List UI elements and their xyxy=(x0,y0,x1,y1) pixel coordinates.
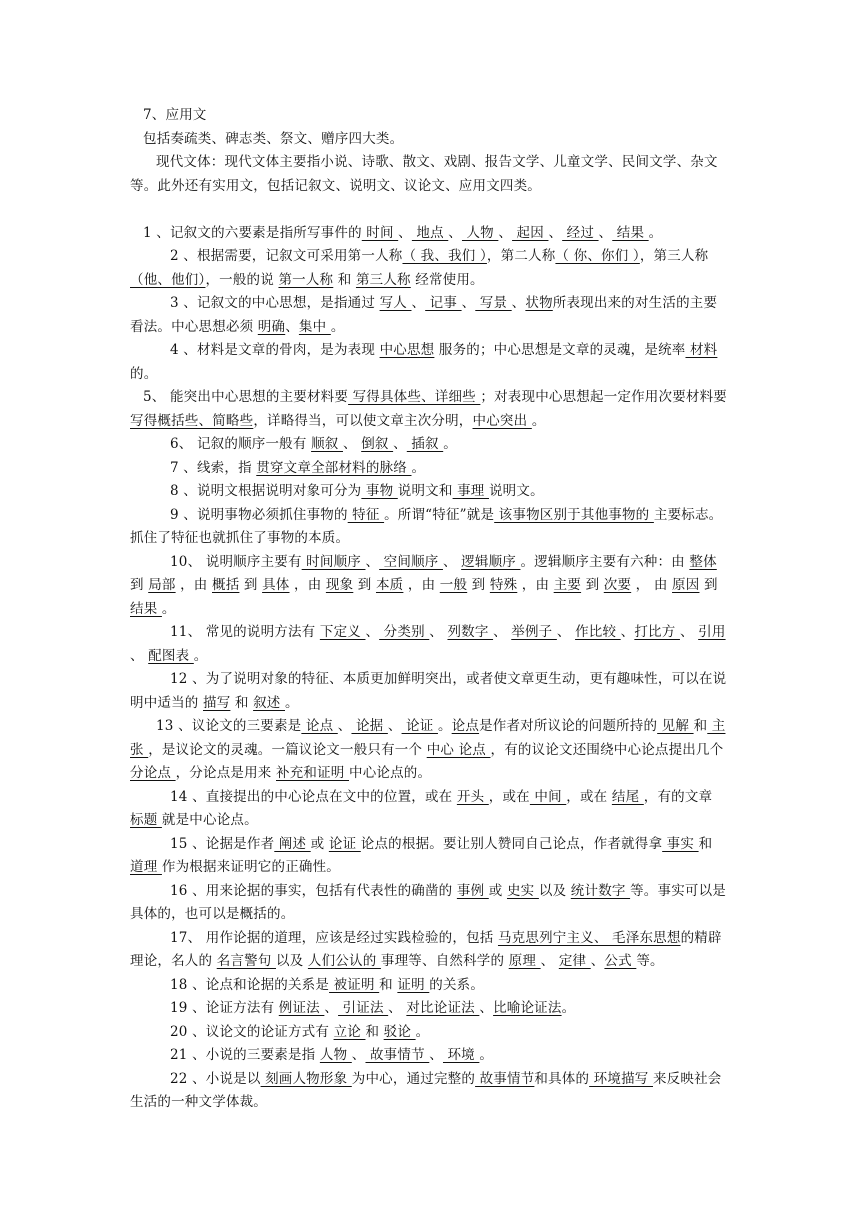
answer-blank: 写景 xyxy=(475,295,512,311)
text-segment: 。 xyxy=(285,694,299,711)
document-body xyxy=(130,104,728,1115)
text-segment: 、 xyxy=(342,436,362,452)
text-segment: 到 xyxy=(699,577,718,593)
answer-blank: 集中 xyxy=(298,318,331,335)
answer-blank: 打比方 xyxy=(634,624,680,640)
text-segment: 、 xyxy=(388,1000,407,1016)
answer-blank: 驳论 xyxy=(383,1023,416,1040)
answer-blank: （ 我、我们 ） xyxy=(402,248,487,264)
list-item xyxy=(130,433,728,457)
text-segment: 、 xyxy=(442,553,462,570)
answer-blank: 原因 xyxy=(672,577,700,593)
answer-blank: 公式 xyxy=(604,953,637,969)
text-segment: 到 xyxy=(467,577,490,593)
text-segment: 、 xyxy=(398,224,412,241)
text-segment: 、 xyxy=(540,953,559,969)
list-item xyxy=(130,927,728,974)
answer-blank: 配图表 xyxy=(148,647,194,664)
text-segment: ，一般的说 xyxy=(205,271,279,288)
text-segment: 、 xyxy=(429,1047,443,1063)
text-segment: ，有的文章 xyxy=(643,788,713,805)
answer-blank: 例证法 xyxy=(278,1000,325,1016)
answer-blank: 见解 xyxy=(657,718,694,734)
text-segment: ， 由 xyxy=(631,577,673,593)
answer-blank: 论点 xyxy=(451,718,480,734)
text-segment: ，由 xyxy=(517,577,554,593)
list-item xyxy=(130,1044,728,1068)
answer-blank: 事物 xyxy=(361,483,398,499)
answer-blank: 论证 xyxy=(328,835,361,852)
intro-paragraph: 现代文体：现代文体主要指小说、诗歌、散文、戏剧、报告文学、儿童文学、民间文学、杂文等。此外还有实用文，包括记叙文、说明文、议论文、应用文四类。 xyxy=(130,154,718,194)
answer-blank: 引用 xyxy=(698,624,726,640)
answer-blank: 中心 论点 xyxy=(426,741,491,758)
text-segment: 论点的根据。要让别人赞同自己论点，作者就得拿 xyxy=(360,835,663,852)
text-segment: 1 、记叙文的六要素是指所写事件的 xyxy=(143,224,362,241)
text-segment: 。 xyxy=(415,1023,430,1040)
answer-blank: 中间 xyxy=(529,788,567,805)
answer-blank: 人们公认的 xyxy=(307,953,381,969)
text-segment: 主要标志。抓住了特征也就抓住了事物的本质。 xyxy=(130,506,723,546)
text-segment: 、 xyxy=(429,624,448,640)
text-segment: 15 、论据是作者 xyxy=(170,835,275,852)
answer-blank: 概括 xyxy=(212,577,240,593)
list-item xyxy=(130,480,728,504)
list-item xyxy=(130,1021,728,1045)
list-item xyxy=(130,715,728,786)
text-segment: 、 xyxy=(548,224,563,241)
answer-blank: 写得概括些、简略些 xyxy=(130,412,254,429)
answer-blank: 主要 xyxy=(553,577,582,593)
list-item xyxy=(130,551,728,622)
answer-blank: 贯穿文章全部材料的脉络 xyxy=(256,459,412,476)
text-segment: 19 、论证方法有 xyxy=(170,1000,279,1016)
answer-blank: 整体 xyxy=(689,553,717,570)
text-segment: 的关系。 xyxy=(429,976,485,993)
text-segment: 到 xyxy=(239,577,263,593)
text-segment: 到 xyxy=(130,577,149,593)
answer-blank: 地点 xyxy=(411,224,449,241)
text-segment: 为中心，通过完整的 xyxy=(351,1070,476,1087)
text-segment: 、 xyxy=(679,624,699,640)
list-item xyxy=(130,833,728,880)
answer-blank: 空间顺序 xyxy=(379,553,443,570)
text-segment: 、 xyxy=(387,718,402,734)
text-segment: ，或在 xyxy=(566,788,612,805)
answer-blank: 阐述 xyxy=(274,835,311,852)
text-segment: 。 xyxy=(330,318,345,335)
list-item xyxy=(130,668,728,715)
answer-blank: 统计数字 xyxy=(570,882,631,899)
answer-blank: 故事情节 xyxy=(475,1070,535,1087)
answer-blank: 人物 xyxy=(319,1047,352,1063)
answer-blank: 故事情节 xyxy=(365,1047,430,1063)
text-segment: 所表现出来的对生活的主要看法。中心思想必须 xyxy=(130,295,718,335)
answer-blank: 写人 xyxy=(379,295,412,311)
answer-blank: 马克思列宁主义、 毛泽东思想 xyxy=(497,929,681,946)
answer-blank: 引证法 xyxy=(338,1000,389,1016)
answer-blank: 结果 xyxy=(130,600,162,617)
text-segment: 。逻辑顺序主要有六种：由 xyxy=(520,553,690,570)
text-segment: 、 xyxy=(598,224,613,241)
text-segment: 。 xyxy=(193,647,208,664)
text-segment: 8 、说明文根据说明对象可分为 xyxy=(170,483,362,499)
answer-blank: 史实 xyxy=(506,882,539,899)
text-segment: 和 xyxy=(333,271,356,288)
text-segment: 。 xyxy=(443,436,457,452)
text-segment: 、 xyxy=(556,624,576,640)
answer-blank: 明确 xyxy=(257,318,286,335)
text-segment: 、 xyxy=(130,647,149,664)
answer-blank: 逻辑顺序 xyxy=(461,553,521,570)
list-item xyxy=(130,974,728,998)
answer-blank: 事理 xyxy=(452,483,489,499)
text-segment: 20 、议论文的论证方式有 xyxy=(170,1023,334,1040)
answer-blank: 描写 xyxy=(203,694,231,711)
answer-blank: 状物 xyxy=(525,295,553,311)
text-segment: 5、 能突出中心思想的主要材料要 xyxy=(143,389,349,405)
list-item xyxy=(130,1068,728,1115)
text-segment: 和 xyxy=(698,835,713,852)
text-segment: 服务的；中心思想是文章的灵魂，是统率 xyxy=(434,342,686,358)
answer-blank: 局部 xyxy=(148,577,176,593)
text-segment: 的。 xyxy=(130,365,158,382)
text-segment: ，是议论文的灵魂。一篇议论文一般只有一个 xyxy=(148,741,427,758)
answer-blank: 结果 xyxy=(612,224,649,241)
text-segment: 。 xyxy=(561,1000,576,1016)
text-segment: 、 xyxy=(411,295,426,311)
text-segment: ，由 xyxy=(289,577,326,593)
text-segment: 就是中心论点。 xyxy=(161,812,258,828)
answer-blank: 时间 xyxy=(361,224,399,241)
answer-blank: 原理 xyxy=(508,953,541,969)
answer-blank: 经过 xyxy=(562,224,599,241)
answer-blank: 一般 xyxy=(439,577,468,593)
text-segment: 。 xyxy=(411,459,426,476)
answer-blank: 被证明 xyxy=(329,976,380,993)
text-segment: 、 xyxy=(511,295,526,311)
list-item xyxy=(130,386,728,433)
answer-blank: 中心思想 xyxy=(379,342,435,358)
text-segment: ，有的议论文还围绕中心论点提出几个 xyxy=(490,741,724,758)
answer-blank: 补充和证明 xyxy=(276,765,349,781)
answer-blank: 写得具体些、详细些 xyxy=(348,389,481,405)
text-segment: 、 xyxy=(620,624,635,640)
text-segment: 和 xyxy=(365,1023,384,1040)
text-segment: 2 、根据需要，记叙文可采用第一人称 xyxy=(170,248,403,264)
text-segment: 、 xyxy=(590,953,605,969)
text-segment: 、 xyxy=(324,1000,339,1016)
text-segment: 等。 xyxy=(636,953,664,969)
text-segment: 。 xyxy=(437,718,452,734)
answer-blank: 下定义 xyxy=(319,624,366,640)
text-segment: 等。事实可以是具体的，也可以是概括的。 xyxy=(130,882,726,922)
text-segment: 到 xyxy=(581,577,604,593)
answer-blank: 论据 xyxy=(351,718,388,734)
text-segment: 。 xyxy=(479,1047,494,1063)
answer-blank: 论点 xyxy=(301,718,338,734)
text-segment: 的精辟理论，名人的 xyxy=(130,929,722,969)
text-segment: 、 xyxy=(493,624,512,640)
answer-blank: 人物 xyxy=(461,224,499,241)
text-segment: 11、 常见的说明方法有 xyxy=(170,624,320,640)
text-segment: 、 xyxy=(479,1000,494,1016)
text-segment: 14 、直接提出的中心论点在文中的位置，或在 xyxy=(170,788,457,805)
text-segment: 。 xyxy=(161,600,176,617)
text-segment: 事理等、自然科学的 xyxy=(380,953,509,969)
answer-blank: 刻画人物形象 xyxy=(260,1070,352,1087)
text-segment: 或 xyxy=(310,835,329,852)
text-segment: 、 xyxy=(365,553,380,570)
text-segment: 3 、记叙文的中心思想，是指通过 xyxy=(170,295,380,311)
list-item xyxy=(130,786,728,833)
text-segment: ，由 xyxy=(403,577,440,593)
text-segment: ，分论点是用来 xyxy=(175,765,276,781)
answer-blank: 环境 xyxy=(442,1047,480,1063)
text-segment: 经常使用。 xyxy=(410,271,484,288)
text-segment: ，详略得当，可以使文章主次分明， xyxy=(253,412,473,429)
answer-blank: 中心突出 xyxy=(472,412,532,429)
answer-blank: 环境描写 xyxy=(589,1070,653,1087)
text-segment: 、 xyxy=(351,1047,366,1063)
text-segment: 7 、线索，指 xyxy=(170,459,257,476)
answer-blank: 起因 xyxy=(512,224,549,241)
text-segment: 、 xyxy=(393,436,407,452)
answer-blank: 标题 xyxy=(130,812,162,828)
answer-blank: 事例 xyxy=(456,882,489,899)
knowledge-list xyxy=(130,222,728,1115)
text-segment: 。 xyxy=(648,224,663,241)
answer-blank: 第一人称 xyxy=(278,271,334,288)
text-segment: 中心论点的。 xyxy=(349,765,432,781)
text-segment: 9 、说明事物必须抓住事物的 xyxy=(170,506,348,523)
answer-blank: 特殊 xyxy=(489,577,518,593)
answer-blank: 立论 xyxy=(333,1023,366,1040)
text-segment: 12 、为了说明对象的特征、本质更加鲜明突出，或者使文章更生动，更有趣味性，可以在说明中适当的 xyxy=(130,671,727,711)
answer-blank: 次要 xyxy=(603,577,632,593)
text-segment: 、 xyxy=(448,224,462,241)
text-segment: 。所谓“特征”就是 xyxy=(384,506,495,523)
text-segment: 。 xyxy=(531,412,546,429)
intro-paragraph: 包括奏疏类、碑志类、祭文、赠序四大类。 xyxy=(143,130,404,147)
text-segment: 13 、议论文的三要素是 xyxy=(156,718,302,734)
text-segment: 来反映社会生活的一种文学体裁。 xyxy=(130,1070,722,1110)
answer-blank: 定律 xyxy=(558,953,591,969)
answer-blank: 举例子 xyxy=(511,624,557,640)
answer-blank: 具体 xyxy=(262,577,290,593)
text-segment: 和 xyxy=(230,694,254,711)
text-segment: 和具体的 xyxy=(534,1070,590,1087)
answer-blank: 该事物区别于其他事物的 xyxy=(494,506,654,523)
answer-blank: 插叙 xyxy=(406,436,444,452)
answer-blank: 现象 xyxy=(325,577,354,593)
text-segment: ，第二人称 xyxy=(486,248,556,264)
answer-blank: 分论点 xyxy=(130,765,176,781)
text-segment: 18 、论点和论据的关系是 xyxy=(170,976,330,993)
text-segment: 和 xyxy=(379,976,398,993)
list-item xyxy=(130,621,728,668)
answer-blank: 本质 xyxy=(375,577,404,593)
answer-blank: 材料 xyxy=(685,342,718,358)
list-item xyxy=(130,504,728,551)
list-item xyxy=(130,245,728,292)
answer-blank: 开头 xyxy=(456,788,489,805)
text-segment: 是作者对所议论的问题所持的 xyxy=(479,718,658,734)
text-segment: 到 xyxy=(353,577,376,593)
text-segment: 、 xyxy=(337,718,352,734)
text-segment: ，或在 xyxy=(488,788,530,805)
text-segment: 22 、小说是以 xyxy=(170,1070,261,1087)
text-segment: 16 、用来论据的事实，包括有代表性的确凿的 xyxy=(170,882,457,899)
answer-blank: 第三人称 xyxy=(355,271,411,288)
text-segment: 作为根据来证明它的正确性。 xyxy=(161,859,341,875)
answer-blank: 主张 xyxy=(130,718,726,758)
answer-blank: 特征 xyxy=(347,506,385,523)
list-item xyxy=(130,880,728,927)
answer-blank: 道理 xyxy=(130,859,162,875)
text-segment: 、 xyxy=(498,224,513,241)
section-heading: 7、应用文 xyxy=(143,107,207,123)
text-segment: 6、 记叙的顺序一般有 xyxy=(170,436,312,452)
text-segment: 和 xyxy=(693,718,708,734)
answer-blank: 比喻论证法 xyxy=(493,1000,562,1016)
answer-blank: 叙述 xyxy=(253,694,285,711)
text-segment: 说明文。 xyxy=(488,483,544,499)
paragraph-gap xyxy=(130,198,728,222)
text-segment: 以及 xyxy=(276,953,308,969)
answer-blank: 名言警句 xyxy=(216,953,276,969)
answer-blank: （他、他们） xyxy=(130,271,206,288)
answer-blank: 列数字 xyxy=(447,624,494,640)
answer-blank: 结尾 xyxy=(611,788,644,805)
answer-blank: 时间顺序 xyxy=(301,553,366,570)
list-item xyxy=(130,222,728,246)
list-item xyxy=(130,457,728,481)
text-segment: 、 xyxy=(365,624,380,640)
text-segment: ，由 xyxy=(175,577,212,593)
list-item xyxy=(130,339,728,386)
text-segment: 10、 说明顺序主要有 xyxy=(170,553,302,570)
text-segment: 说明文和 xyxy=(397,483,453,499)
answer-blank: 对比论证法 xyxy=(406,1000,480,1016)
text-segment: ；对表现中心思想起一定作用次要材料要 xyxy=(480,389,727,405)
answer-blank: 顺叙 xyxy=(311,436,343,452)
answer-blank: 证明 xyxy=(397,976,430,993)
answer-blank: 分类别 xyxy=(379,624,430,640)
list-item xyxy=(130,997,728,1021)
answer-blank: 作比较 xyxy=(575,624,621,640)
list-item xyxy=(130,292,728,339)
text-segment: 4 、材料是文章的骨肉，是为表现 xyxy=(170,342,380,358)
answer-blank: 事实 xyxy=(662,835,699,852)
answer-blank: 倒叙 xyxy=(361,436,394,452)
text-segment: 、 xyxy=(461,295,476,311)
answer-blank: 论证 xyxy=(401,718,438,734)
text-segment: 以及 xyxy=(538,882,571,899)
text-segment: ，第三人称 xyxy=(639,248,709,264)
text-segment: 或 xyxy=(488,882,507,899)
text-segment: 、 xyxy=(285,318,299,335)
answer-blank: （ 你、你们 ） xyxy=(555,248,640,264)
answer-blank: 记事 xyxy=(425,295,462,311)
text-segment: 21 、小说的三要素是指 xyxy=(170,1047,320,1063)
text-segment: 17、 用作论据的道理，应该是经过实践检验的，包括 xyxy=(170,929,498,946)
